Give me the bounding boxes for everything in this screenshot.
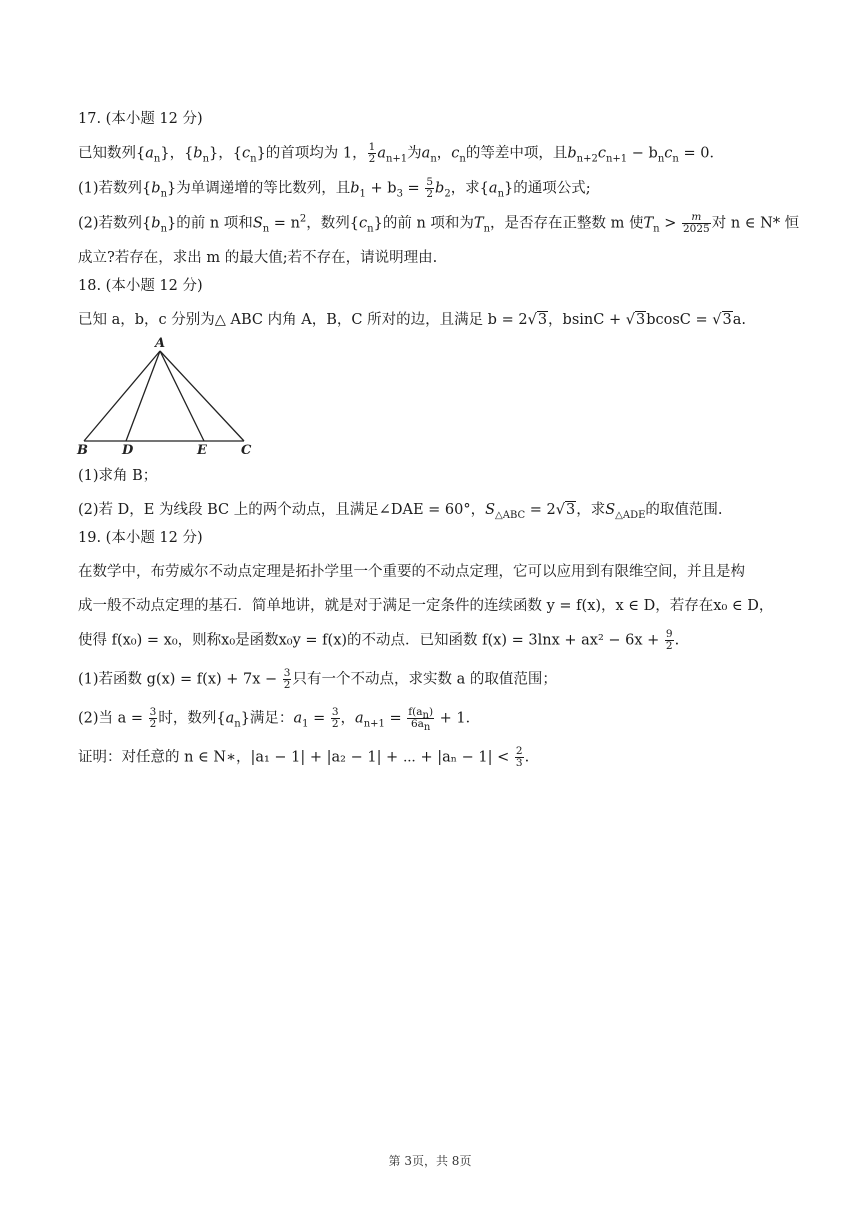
- frac-three-halves: $\frac{3}{2}$: [283, 667, 291, 691]
- q19-header: 19. (本小题 12 分): [78, 530, 203, 546]
- q17-header: 17. (本小题 12 分): [78, 111, 203, 127]
- q18-intro: 已知 a，b，c 分别为△ ABC 内角 A，B，C 所对的边，且满足 b = 2√3，bsinC + √3bcosC = √3a.: [78, 312, 746, 328]
- triangle-lines: [84, 351, 244, 441]
- frac-nine-halves: $\frac{9}{2}$: [665, 628, 673, 652]
- q19-proof: 证明：对任意的 n ∈ N∗，|a₁ − 1| + |a₂ − 1| + ⋯ + |aₙ − 1| < $\frac{2}{3}$ .: [78, 745, 530, 769]
- q17-part1: (1)若数列$\{b_n\}$为单调递增的等比数列，且$b_1 + b_3$ = $\frac{5}{2}$ $b_2$，求$\{a_n\}$的通项公式;: [78, 176, 591, 200]
- frac-five-halves: $\frac{5}{2}$: [426, 176, 434, 200]
- q17-intro: 已知数列$\{a_n\}$，$\{b_n\}$，$\{c_n\}$的首项均为 1， $\frac{1}{2}$ $a_{n+1}$为$a_n$，$c_n$的等差中项，且$b_{n+2}c_{n+1} - b_nc_n = 0$．: [78, 141, 724, 165]
- frac-a1-three-halves: $\frac{3}{2}$: [331, 706, 339, 730]
- q19-intro-line1: 在数学中，布劳威尔不动点定理是拓扑学里一个重要的不动点定理，它可以应用到有限维空间，并且是构: [78, 564, 745, 580]
- page-content: [77, 108, 800, 769]
- q19-part1: (1)若函数 g(x) = f(x) + 7x − $\frac{3}{2}$ 只有一个不动点，求实数 a 的取值范围；: [78, 667, 557, 691]
- q18-header: 18. (本小题 12 分): [78, 278, 203, 294]
- label-A: A: [155, 337, 166, 351]
- frac-f-an-over-6an: $\frac{f(a_n)}{6a_n}$: [408, 706, 434, 734]
- label-E: E: [197, 443, 207, 457]
- frac-a-three-halves: $\frac{3}{2}$: [149, 706, 157, 730]
- label-C: C: [241, 443, 252, 457]
- q18-part1: (1)求角 B；: [78, 468, 158, 484]
- frac-two-thirds: $\frac{2}{3}$: [515, 745, 523, 769]
- page-footer: 第 3页，共 8页: [388, 1154, 472, 1168]
- q19-part2: (2)当 a = $\frac{3}{2}$ 时，数列$\{a_n\}$满足：$a_1$ = $\frac{3}{2}$ ，$a_{n+1}$ = $\frac{f(a_n)}{6a_n}$ + 1．: [78, 706, 481, 734]
- frac-m-2025: $\frac{m}{2025}$: [683, 211, 710, 235]
- q19-intro-line2: 成一般不动点定理的基石．简单地讲，就是对于满足一定条件的连续函数 y = f(x)，x ∈ D，若存在x₀ ∈ D，: [78, 598, 774, 614]
- triangle-figure: [76, 337, 266, 457]
- label-D: D: [122, 443, 134, 457]
- q17-part2-line2: 成立?若存在，求出 m 的最大值;若不存在，请说明理由.: [78, 250, 438, 266]
- frac-half: $\frac{1}{2}$: [368, 141, 376, 165]
- q19-intro-line3: 使得 f(x₀) = x₀，则称x₀是函数x₀y = f(x)的不动点．已知函数 f(x) = 3lnx + ax² − 6x + $\frac{9}{2}$ .: [78, 628, 680, 652]
- label-B: B: [77, 443, 88, 457]
- q17-part2: (2)若数列$\{b_n\}$的前 n 项和$S_n = n^2$，数列$\{c_n\}$的前 n 项和为$T_n$，是否存在正整数 m 使$T_n$ > $\frac{m}{2025}$ 对 n ∈ N* 恒: [78, 211, 800, 235]
- q18-part2: (2)若 D，E 为线段 BC 上的两个动点，且满足∠DAE = 60°，$S_{\triangle ABC} = 2√3$，求$S_{\triangle ADE}$的取值范围.: [78, 502, 723, 521]
